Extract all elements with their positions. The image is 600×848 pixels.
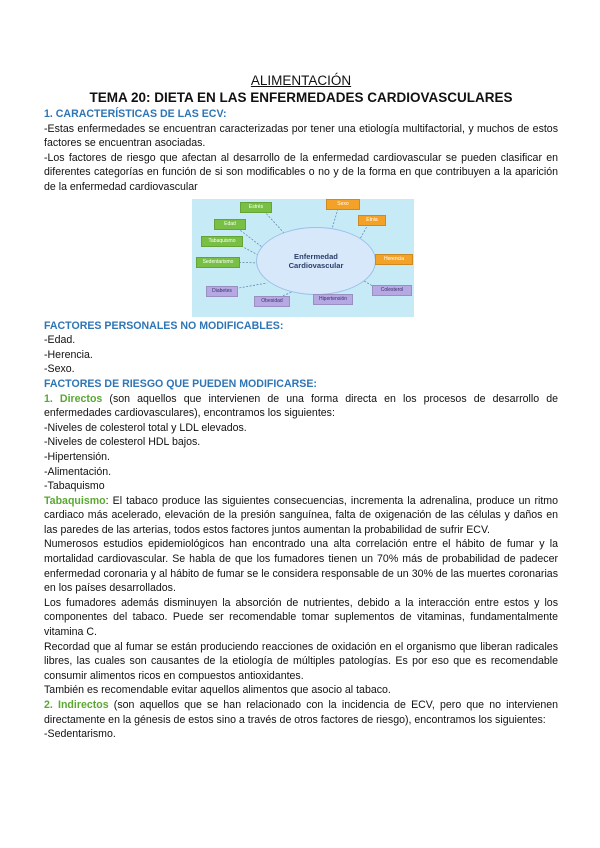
diagram-box: Etnia xyxy=(358,215,386,226)
mod-heading: FACTORES DE RIESGO QUE PUEDEN MODIFICARSE: xyxy=(44,377,317,390)
oxidacion-paragraph: Recordad que al fumar se están produciendo reacciones de oxidación en el organismo que liberan radicales libres, las cuales son causantes de la etiología de múltiples patologías. Es por eso que es recomendable consumir alimentos ricos en compuestos antioxidantes. xyxy=(44,640,558,682)
indirect-item: -Sedentarismo. xyxy=(44,728,116,741)
tabaco-label: Tabaquismo xyxy=(44,494,106,507)
absorcion-paragraph: Los fumadores además disminuyen la absorción de nutrientes, debido a la interacción entre estos y los componentes del tabaco. Puede ser recomendable tomar suplementos de vitaminas, fundamentalmente vitamina C. xyxy=(44,596,558,639)
indirect-paragraph xyxy=(44,698,558,727)
direct-item: -Hipertensión. xyxy=(44,450,110,463)
diagram-box: Estrés xyxy=(240,202,272,213)
diagram-box: Obesidad xyxy=(254,296,290,307)
nonmod-heading: FACTORES PERSONALES NO MODIFICABLES: xyxy=(44,319,284,332)
section1-paragraph-1: -Estas enfermedades se encuentran caracterizadas por tener una etiología multifactorial, y muchos de estos factores se encuentran asociadas. xyxy=(44,122,558,150)
nonmod-item: -Sexo. xyxy=(44,363,75,376)
diagram-box: Sedentarismo xyxy=(196,257,240,268)
indirect-label: 2. Indirectos xyxy=(44,699,109,711)
direct-item: -Niveles de colesterol HDL bajos. xyxy=(44,436,201,449)
diagram-center-line2: Cardiovascular xyxy=(288,260,344,270)
ecv-diagram xyxy=(192,199,414,317)
diagram-box: Edad xyxy=(214,219,246,230)
diagram-box: Herencia xyxy=(375,254,413,265)
section1-heading: 1. CARACTERÍSTICAS DE LAS ECV: xyxy=(44,108,227,120)
indirect-text: (son aquellos que se han relacionado con la incidencia de ECV, pero que no intervienen directamente en la génesis de estos sino a través de otros factores de riesgo), encontramos los siguientes: xyxy=(44,699,559,726)
direct-label: 1. Directos xyxy=(44,392,103,405)
tabaco-text: : El tabaco produce las siguientes consecuencias, incrementa la adrenalina, produce un ritmo cardiaco más acelerado, elevación de la presión sanguínea, falta de oxigenación de las células y daños en las paredes de las arterias, todos estos factores juntos aumentan la probabilidad de sufrir ECV. xyxy=(44,494,558,536)
direct-text: (son aquellos que intervienen de una forma directa en los procesos de desarrollo de enfermedades cardiovasculares), encontramos los siguientes: xyxy=(44,392,558,420)
evitar-paragraph: También es recomendable evitar aquellos alimentos que asocio al tabaco. xyxy=(44,684,391,697)
tabaco-paragraph xyxy=(44,494,558,538)
diagram-box: Colesterol xyxy=(372,285,412,296)
nonmod-item: -Herencia. xyxy=(44,348,93,361)
diagram-box: Hipertensión xyxy=(313,294,353,305)
estudios-paragraph: Numerosos estudios epidemiológicos han encontrado una alta correlación entre el hábito de fumar y la mortalidad cardiovascular. Se habla de que los fumadores tienen un 70% más de probabilidad de padecer enfermedad coronaria y al hábito de fumar se le considera responsable de un 30% de las muertes coronarias en los países desarrollados. xyxy=(44,538,558,595)
diagram-box: Tabaquismo xyxy=(201,236,243,247)
direct-paragraph xyxy=(44,392,558,421)
diagram-box: Sexo xyxy=(326,199,360,210)
document-title: ALIMENTACIÓN xyxy=(250,73,352,88)
document-subtitle: TEMA 20: DIETA EN LAS ENFERMEDADES CARDIOVASCULARES xyxy=(89,90,513,105)
direct-item: -Alimentación. xyxy=(44,465,112,478)
direct-item: -Tabaquismo xyxy=(44,480,105,493)
nonmod-item: -Edad. xyxy=(44,334,76,347)
diagram-center-ellipse xyxy=(256,227,376,295)
diagram-center-line1: Enfermedad xyxy=(294,251,338,261)
direct-item: -Niveles de colesterol total y LDL elevados. xyxy=(44,421,247,434)
diagram-box: Diabetes xyxy=(206,286,238,297)
document-page xyxy=(44,72,558,742)
section1-paragraph-2: -Los factores de riesgo que afectan al desarrollo de la enfermedad cardiovascular se pueden clasificar en diferentes categorías en función de si son modificables o no y de la forma en que contribuyen a la aparición de la enfermedad cardiovascular xyxy=(44,151,558,193)
